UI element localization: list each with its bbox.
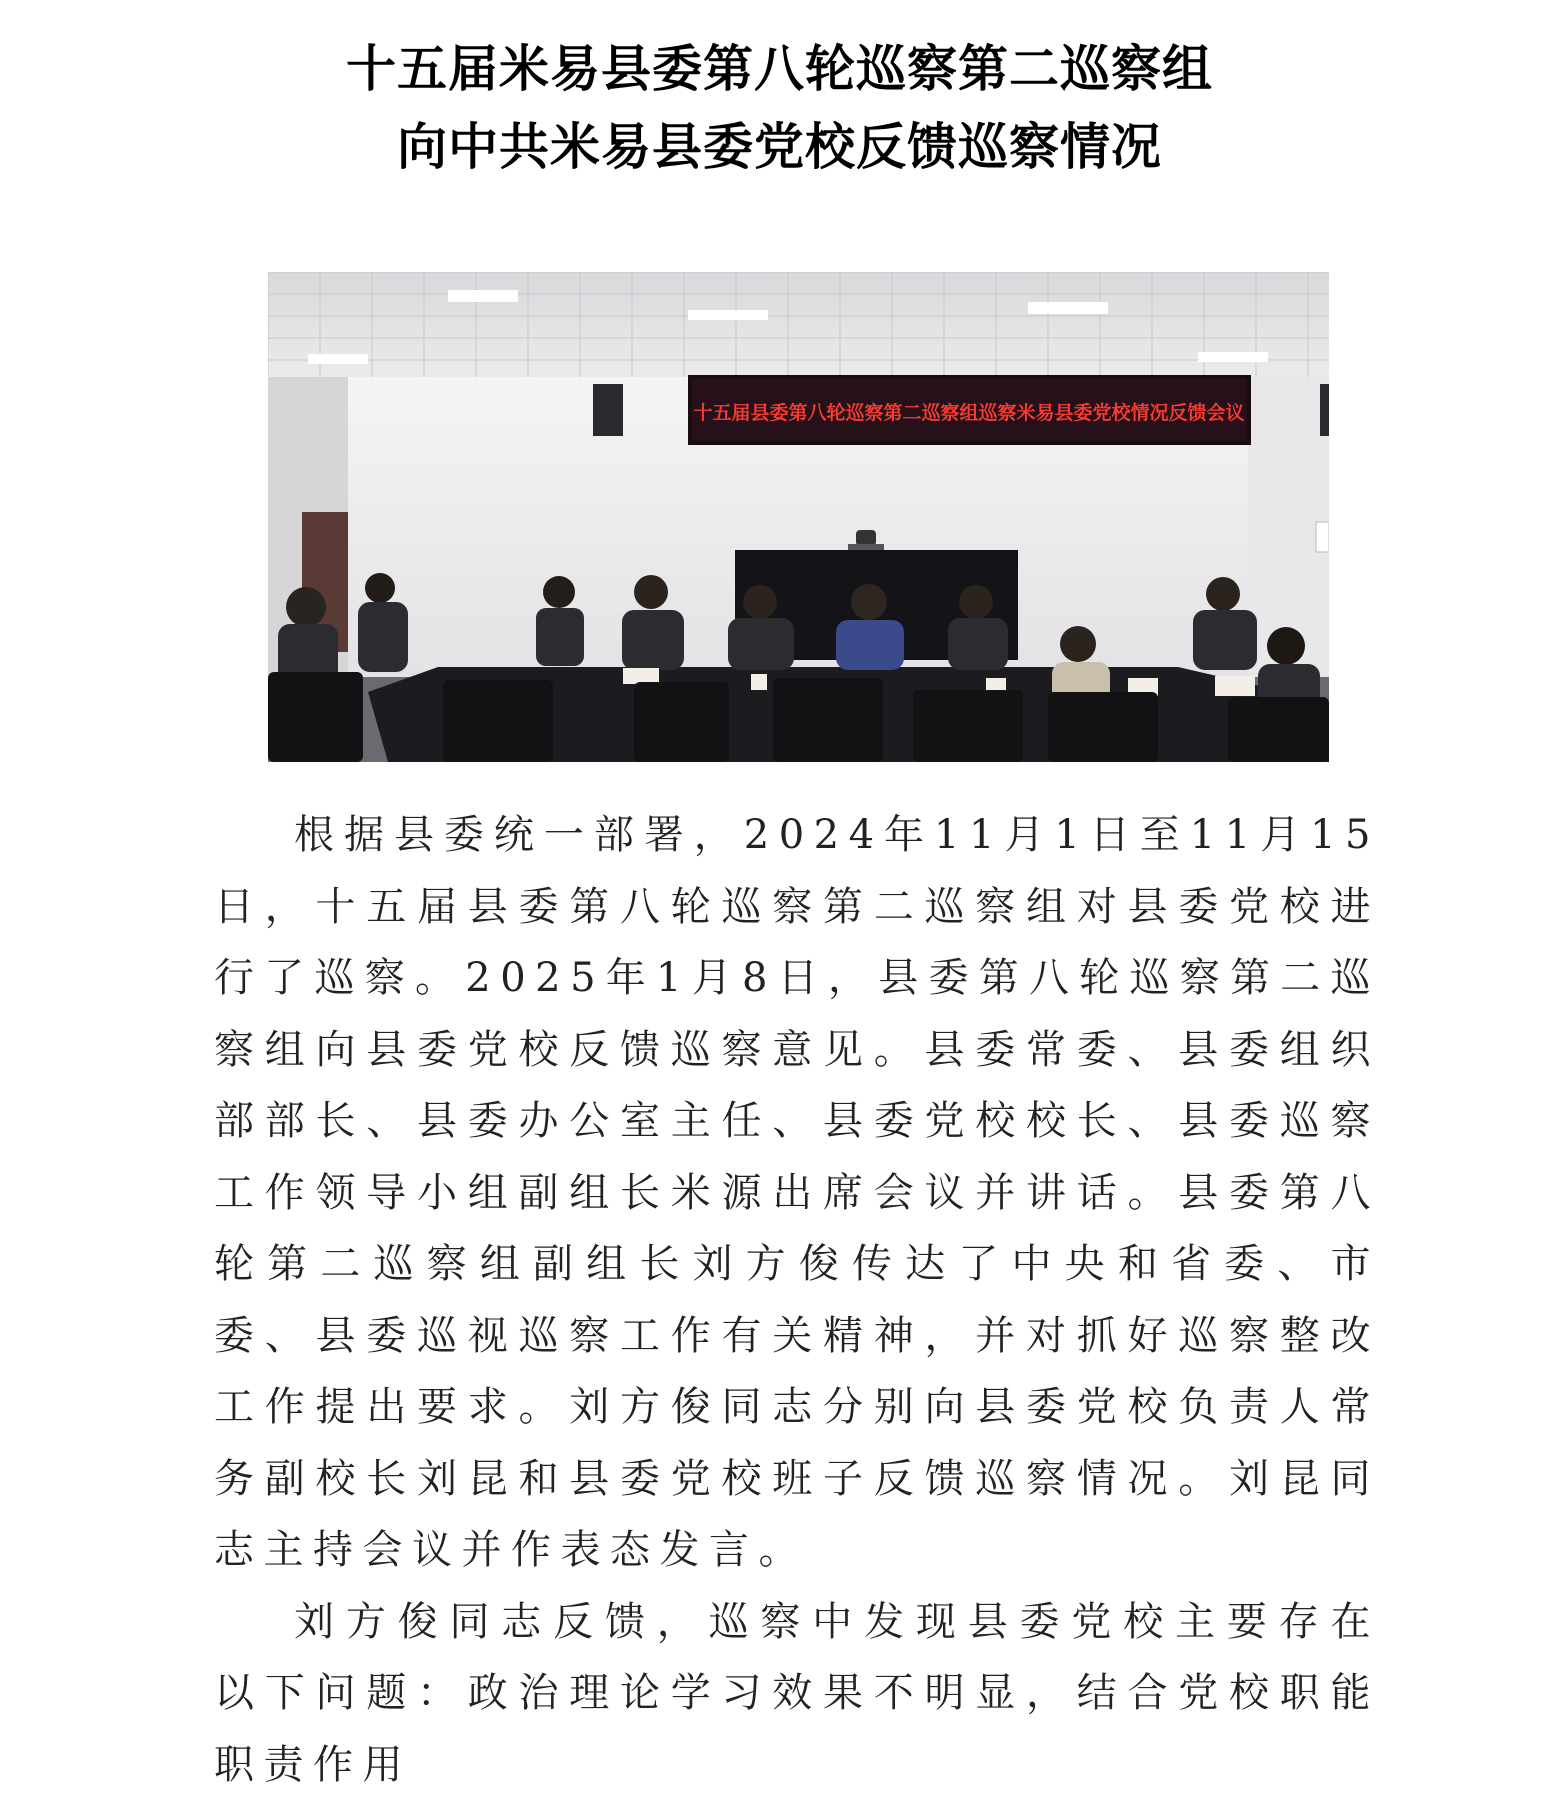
- camera: [856, 530, 876, 546]
- speaker-left: [593, 384, 623, 436]
- article-title: [0, 30, 1559, 186]
- title-line-2: 向中共米易县委党校反馈巡察情况: [0, 108, 1559, 186]
- paragraph-1: 根据县委统一部署，2024年11月1日至11月15日，十五届县委第八轮巡察第二巡察组对县委党校进行了巡察。2025年1月8日，县委第八轮巡察第二巡察组向县委党校反馈巡察意见。县委常委、县委组织部部长、县委办公室主任、县委党校校长、县委巡察工作领导小组副组长米源出席会议并讲话。县委第八轮第二巡察组副组长刘方俊传达了中央和省委、市委、县委巡视巡察工作有关精神，并对抓好巡察整改工作提出要求。刘方俊同志分别向县委党校负责人常务副校长刘昆和县委党校班子反馈巡察情况。刘昆同志主持会议并作表态发言。: [214, 800, 1380, 1587]
- article-body: [214, 800, 1380, 1801]
- paragraph-2: 刘方俊同志反馈，巡察中发现县委党校主要存在以下问题：政治理论学习效果不明显，结合党校职能职责作用: [214, 1587, 1380, 1801]
- led-banner-text: 十五届县委第八轮巡察第二巡察组巡察米易县委党校情况反馈会议: [693, 401, 1244, 424]
- wall-sign: [1316, 522, 1329, 552]
- speaker-right: [1320, 384, 1329, 436]
- title-line-1: 十五届米易县委第八轮巡察第二巡察组: [0, 30, 1559, 108]
- meeting-photo: [268, 272, 1329, 762]
